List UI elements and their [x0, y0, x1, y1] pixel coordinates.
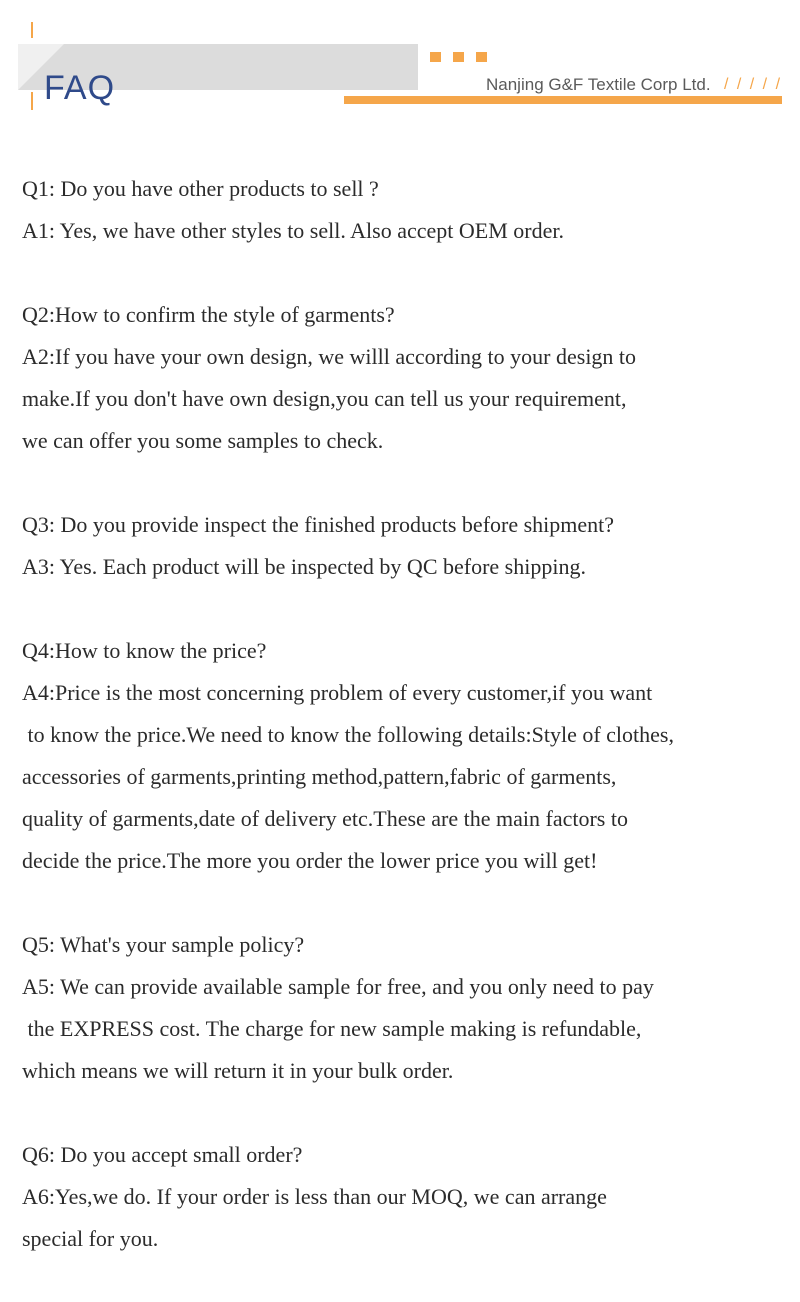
faq-answer-line: special for you. [22, 1226, 159, 1251]
faq-answer-line: A4:Price is the most concerning problem of every customer,if you want [22, 680, 653, 705]
faq-item [22, 294, 792, 462]
company-name: Nanjing G&F Textile Corp Ltd. [486, 75, 711, 94]
decor-square [476, 52, 487, 62]
decor-slashes: / / / / / [724, 76, 783, 93]
faq-list [22, 168, 792, 1302]
faq-answer-line: quality of garments,date of delivery etc.These are the main factors to [22, 806, 628, 831]
faq-question: Q5: What's your sample policy? [22, 932, 305, 957]
faq-answer-line: A2:If you have your own design, we willl according to your design to [22, 344, 637, 369]
accent-tick-top [31, 22, 33, 38]
faq-item [22, 1134, 792, 1260]
accent-bar [344, 96, 782, 104]
accent-tick-bottom [31, 92, 33, 110]
faq-question: Q6: Do you accept small order? [22, 1142, 303, 1167]
decor-square [453, 52, 464, 62]
faq-question: Q3: Do you provide inspect the finished products before shipment? [22, 512, 615, 537]
faq-question: Q4:How to know the price? [22, 638, 267, 663]
faq-question: Q1: Do you have other products to sell ? [22, 176, 379, 201]
faq-item [22, 504, 792, 588]
faq-answer-line: A1: Yes, we have other styles to sell. Also accept OEM order. [22, 218, 564, 243]
faq-item [22, 630, 792, 882]
faq-answer-line: which means we will return it in your bulk order. [22, 1058, 454, 1083]
faq-answer-line: we can offer you some samples to check. [22, 428, 384, 453]
faq-answer-line: the EXPRESS cost. The charge for new sample making is refundable, [22, 1016, 642, 1041]
faq-question: Q2:How to confirm the style of garments? [22, 302, 395, 327]
faq-answer-line: A3: Yes. Each product will be inspected by QC before shipping. [22, 554, 586, 579]
decor-square [430, 52, 441, 62]
page-title: FAQ [44, 69, 116, 107]
faq-answer-line: to know the price.We need to know the following details:Style of clothes, [22, 722, 674, 747]
faq-item [22, 168, 792, 252]
faq-answer-line: A5: We can provide available sample for free, and you only need to pay [22, 974, 654, 999]
faq-header [0, 0, 800, 130]
faq-answer-line: A6:Yes,we do. If your order is less than our MOQ, we can arrange [22, 1184, 607, 1209]
faq-answer-line: accessories of garments,printing method,pattern,fabric of garments, [22, 764, 617, 789]
faq-answer-line: make.If you don't have own design,you can tell us your requirement, [22, 386, 627, 411]
faq-item [22, 924, 792, 1092]
faq-answer-line: decide the price.The more you order the lower price you will get! [22, 848, 598, 873]
